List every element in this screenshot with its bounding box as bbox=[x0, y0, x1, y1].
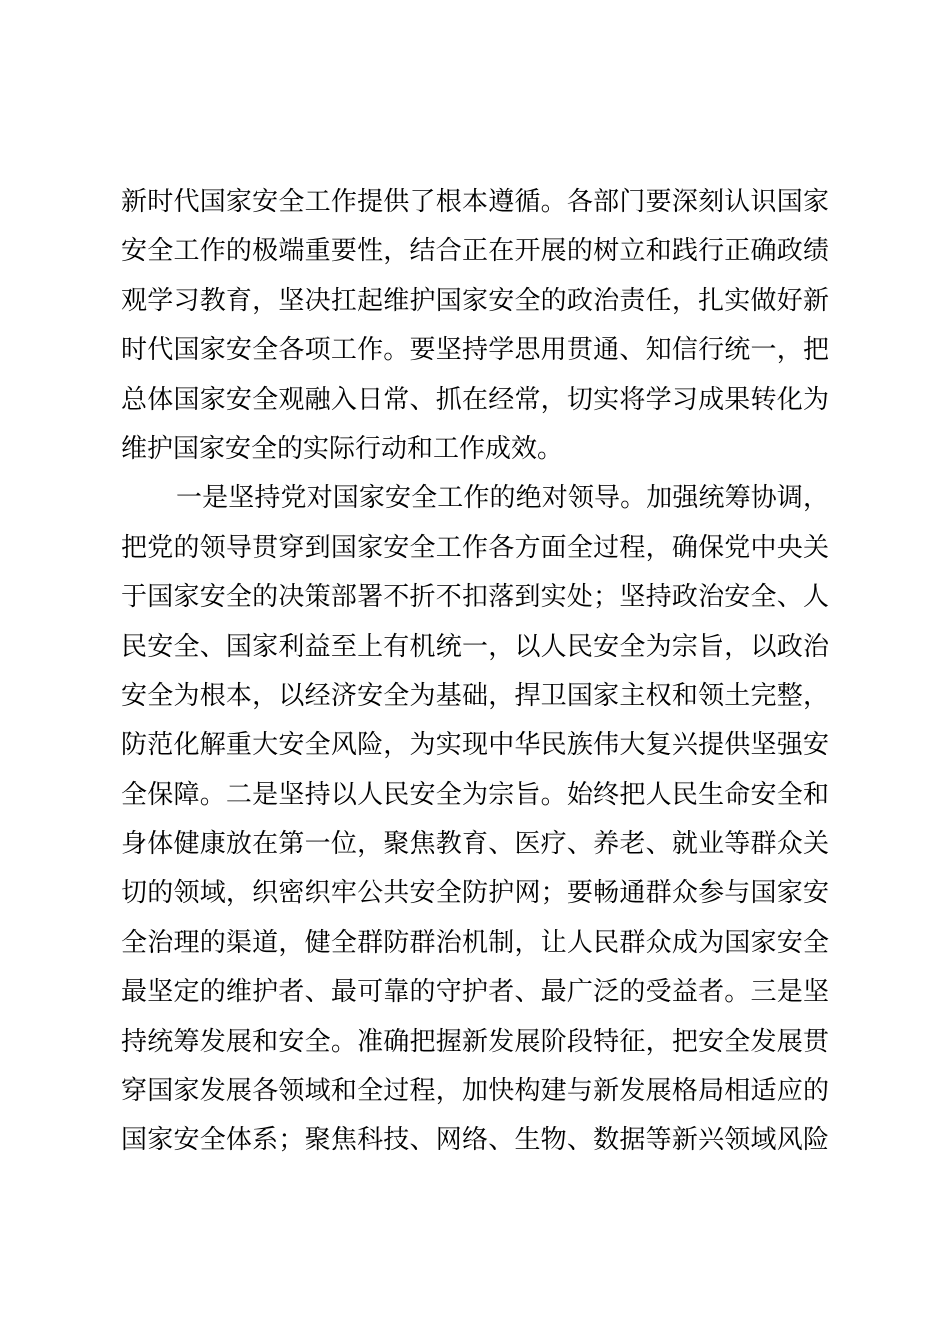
text-line: 身体健康放在第一位，聚焦教育、医疗、养老、就业等群众关 bbox=[121, 828, 829, 859]
text-line: 最坚定的维护者、最可靠的守护者、最广泛的受益者。三是坚 bbox=[121, 976, 829, 1007]
text-line: 时代国家安全各项工作。要坚持学思用贯通、知信行统一，把 bbox=[121, 334, 829, 365]
text-line: 持统筹发展和安全。准确把握新发展阶段特征，把安全发展贯 bbox=[121, 1025, 829, 1056]
paragraph-key-points bbox=[121, 473, 829, 1164]
text-line: 安全为根本，以经济安全为基础，捍卫国家主权和领土完整， bbox=[121, 679, 829, 710]
paragraph-continuation bbox=[121, 177, 829, 473]
text-line: 全治理的渠道，健全群防群治机制，让人民群众成为国家安全 bbox=[121, 926, 829, 957]
text-line: 切的领域，织密织牢公共安全防护网；要畅通群众参与国家安 bbox=[121, 877, 829, 908]
text-line: 民安全、国家利益至上有机统一，以人民安全为宗旨，以政治 bbox=[121, 630, 829, 661]
text-line: 安全工作的极端重要性，结合正在开展的树立和践行正确政绩 bbox=[121, 235, 829, 266]
text-line: 穿国家发展各领域和全过程，加快构建与新发展格局相适应的 bbox=[121, 1075, 829, 1106]
text-line: 维护国家安全的实际行动和工作成效。 bbox=[121, 432, 564, 463]
text-line: 观学习教育，坚决扛起维护国家安全的政治责任，扎实做好新 bbox=[121, 284, 829, 315]
text-line: 新时代国家安全工作提供了根本遵循。各部门要深刻认识国家 bbox=[121, 186, 829, 216]
text-line: 全保障。二是坚持以人民安全为宗旨。始终把人民生命安全和 bbox=[121, 778, 829, 809]
text-line: 总体国家安全观融入日常、抓在经常，切实将学习成果转化为 bbox=[121, 383, 829, 414]
text-line: 一是坚持党对国家安全工作的绝对领导。加强统筹协调， bbox=[176, 482, 829, 513]
text-line: 把党的领导贯穿到国家安全工作各方面全过程，确保党中央关 bbox=[121, 531, 829, 562]
text-line: 防范化解重大安全风险，为实现中华民族伟大复兴提供坚强安 bbox=[121, 729, 829, 760]
text-line: 于国家安全的决策部署不折不扣落到实处；坚持政治安全、人 bbox=[121, 581, 829, 612]
text-block bbox=[121, 177, 829, 1165]
text-line: 国家安全体系；聚焦科技、网络、生物、数据等新兴领域风险 bbox=[121, 1124, 829, 1155]
